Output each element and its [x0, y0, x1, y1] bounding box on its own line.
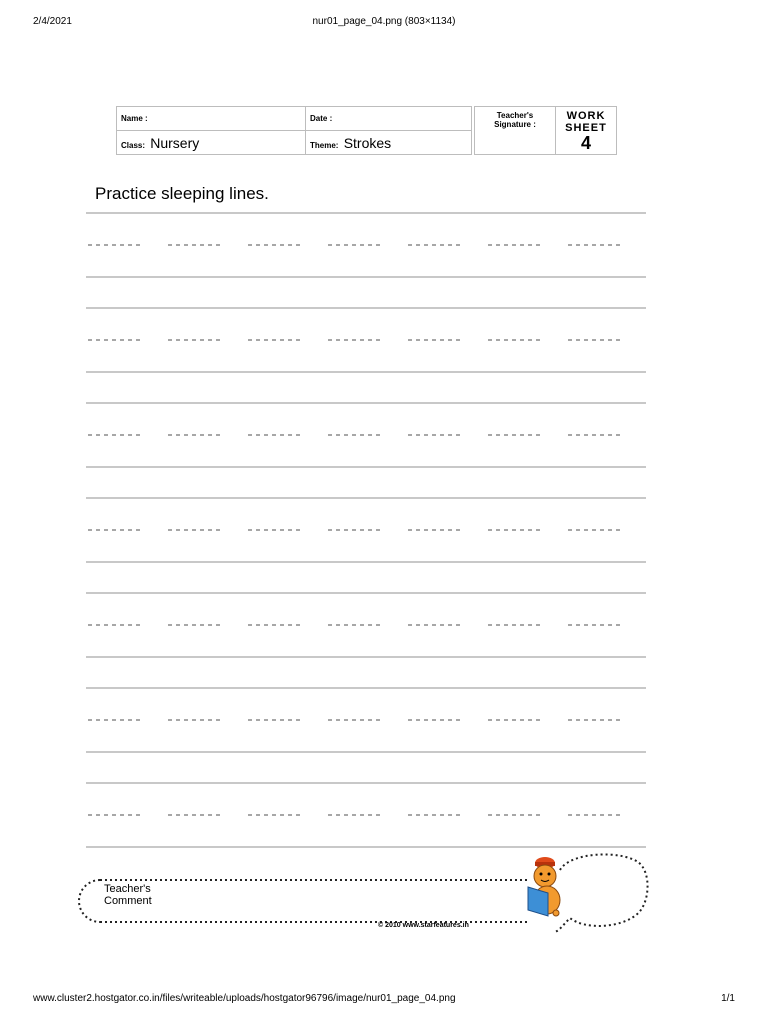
print-date: 2/4/2021 — [33, 16, 72, 27]
print-url: www.cluster2.hostgator.co.in/files/writeable/uploads/hostgator96796/image/nur01_page_04.png — [33, 993, 456, 1004]
worksheet-word-1: WORK — [566, 109, 606, 122]
date-label: Date : — [310, 114, 333, 123]
worksheet-number: 4 — [580, 132, 591, 153]
instruction-text: Practice sleeping lines. — [95, 184, 269, 203]
comment-label — [104, 883, 152, 907]
practice-rows — [86, 213, 646, 847]
signature-label-1: Teacher's — [496, 111, 534, 120]
class-label: Class: — [121, 140, 146, 150]
name-label: Name : — [121, 114, 148, 123]
theme-label: Theme: — [310, 140, 339, 150]
copyright-text: © 2010 www.starfeatures.in — [378, 922, 469, 929]
print-title: nur01_page_04.png (803×1134) — [312, 16, 456, 27]
comment-label-2: Comment — [104, 895, 152, 907]
theme-value: Strokes — [343, 134, 392, 151]
signature-label-2: Signature : — [494, 120, 536, 129]
print-page-number: 1/1 — [721, 993, 735, 1004]
worksheet-word-2: SHEET — [565, 121, 607, 134]
mascot-icon — [528, 857, 560, 916]
class-value: Nursery — [150, 134, 200, 151]
comment-bubble — [555, 854, 648, 932]
comment-label-1: Teacher's — [104, 883, 151, 895]
